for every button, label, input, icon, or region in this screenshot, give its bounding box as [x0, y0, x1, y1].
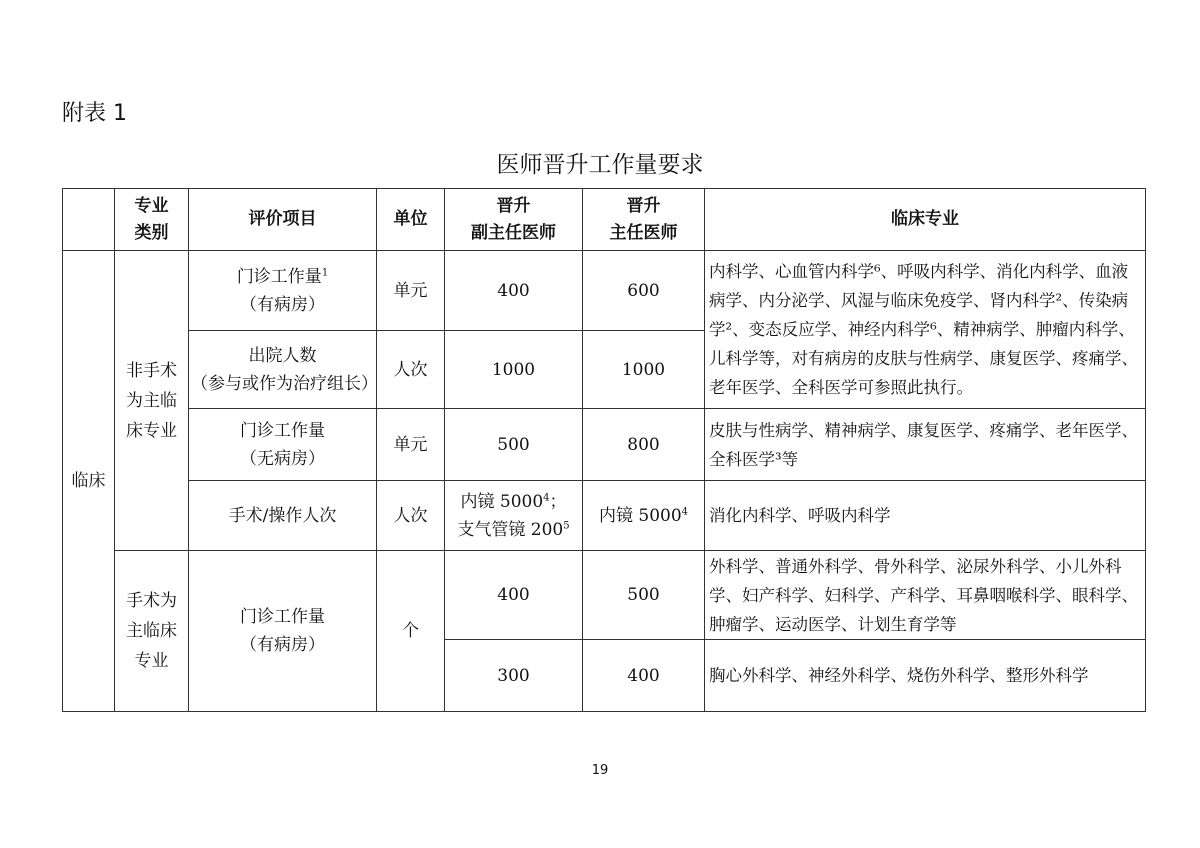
table-row — [63, 409, 1146, 481]
deputy-value: 400 — [445, 251, 583, 331]
deputy-value — [445, 481, 583, 551]
item-name: 门诊工作量 — [240, 607, 325, 627]
chief-footnote: 4 — [681, 505, 689, 517]
subcategory-nonsurgical: 非手术 为主临 床专业 — [115, 251, 189, 551]
header-deputy-chief: 晋升 副主任医师 — [445, 189, 583, 251]
evaluation-item — [189, 551, 377, 712]
evaluation-item: 手术/操作人次 — [189, 481, 377, 551]
document-title: 医师晋升工作量要求 — [496, 152, 704, 178]
deputy-value: 400 — [445, 551, 583, 640]
item-note: （有病房） — [240, 294, 325, 315]
item-note: （有病房） — [240, 635, 325, 655]
table-row — [63, 251, 1146, 331]
item-note: （无病房） — [240, 448, 325, 469]
chief-value: 1000 — [583, 331, 705, 409]
page-number: 19 — [591, 763, 609, 778]
item-footnote: 1 — [321, 266, 329, 278]
specialty-list: 消化内科学、呼吸内科学 — [705, 481, 1146, 551]
unit-cell: 个 — [377, 551, 445, 712]
table-row — [63, 481, 1146, 551]
subcategory-surgical: 手术为 主临床 专业 — [115, 551, 189, 712]
chief-line: 内镜 5000 — [598, 505, 682, 526]
chief-value: 800 — [583, 409, 705, 481]
chief-value: 600 — [583, 251, 705, 331]
deputy-value: 500 — [445, 409, 583, 481]
appendix-label: 附表 1 — [62, 101, 127, 126]
evaluation-item — [189, 409, 377, 481]
unit-cell: 单元 — [377, 409, 445, 481]
header-chief: 晋升 主任医师 — [583, 189, 705, 251]
specialty-list: 胸心外科学、神经外科学、烧伤外科学、整形外科学 — [705, 640, 1146, 712]
unit-cell: 人次 — [377, 481, 445, 551]
workload-table — [62, 188, 1146, 712]
deputy-line-1-tail: ； — [549, 491, 567, 512]
deputy-line-1: 内镜 5000 — [460, 491, 544, 512]
table-row — [63, 551, 1146, 640]
specialty-list: 外科学、普通外科学、骨外科学、泌尿外科学、小儿外科学、妇产科学、妇科学、产科学、耳鼻咽喉科学、眼科学、肿瘤学、运动医学、计划生育学等 — [705, 551, 1146, 640]
header-clinical-specialty: 临床专业 — [705, 189, 1146, 251]
item-name: 门诊工作量 — [236, 266, 322, 287]
chief-value: 400 — [583, 640, 705, 712]
deputy-footnote-2: 5 — [563, 519, 570, 531]
category-main: 临床 — [63, 251, 115, 712]
header-category: 专业 类别 — [115, 189, 189, 251]
header-blank — [63, 189, 115, 251]
deputy-value: 1000 — [445, 331, 583, 409]
deputy-footnote-1: 4 — [543, 491, 550, 503]
item-name: 出院人数 — [248, 345, 317, 366]
unit-cell: 单元 — [377, 251, 445, 331]
header-evaluation-item: 评价项目 — [189, 189, 377, 251]
specialty-list: 皮肤与性病学、精神病学、康复医学、疼痛学、老年医学、全科医学³等 — [705, 409, 1146, 481]
deputy-line-2: 支气管镜 200 — [457, 519, 564, 540]
item-name: 门诊工作量 — [240, 420, 325, 441]
evaluation-item — [189, 251, 377, 331]
chief-value: 500 — [583, 551, 705, 640]
specialty-list: 内科学、心血管内科学⁶、呼吸内科学、消化内科学、血液病学、内分泌学、风湿与临床免疫学、肾内科学²、传染病学²、变态反应学、神经内科学⁶、精神病学、肿瘤内科学、儿科学等，对有病房的皮肤与性病学、康复医学、疼痛学、老年医学、全科医学可参照此执行。 — [705, 251, 1146, 409]
header-row — [63, 189, 1146, 251]
unit-cell: 人次 — [377, 331, 445, 409]
evaluation-item — [189, 331, 377, 409]
header-unit: 单位 — [377, 189, 445, 251]
item-note: （参与或作为治疗组长） — [191, 373, 378, 394]
deputy-value: 300 — [445, 640, 583, 712]
chief-value — [583, 481, 705, 551]
